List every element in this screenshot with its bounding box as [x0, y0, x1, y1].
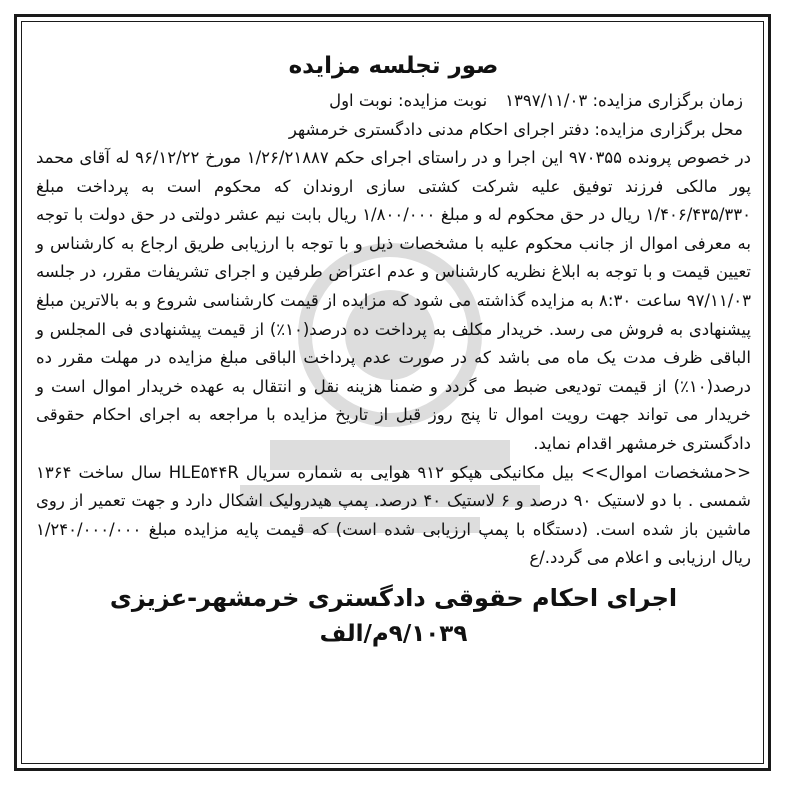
auction-time: زمان برگزاری مزایده: ۱۳۹۷/۱۱/۰۳	[505, 91, 743, 110]
auction-place: محل برگزاری مزایده: دفتر اجرای احکام مدنی دادگستری خرمشهر	[288, 120, 743, 139]
notice-paragraph-terms: در خصوص پرونده ۹۷۰۳۵۵ این اجرا و در راستای اجرای حکم ۱/۲۶/۲۱۸۸۷ مورخ ۹۶/۱۲/۲۲ له آقای محمد پور مالکی فرزند توفیق علیه شرکت کشتی سازی اروندان که محکوم است به پرداخت مبلغ ۱/۴۰۶/۴۳۵/۳۳۰ ریال در حق محکوم له و مبلغ ۱/۸۰۰/۰۰۰ ریال بابت نیم عشر دولتی در حق دولت با توجه به معرفی اموال از جانب محکوم علیه با مشخصات ذیل و با توجه با ارزیابی طریق ارجاع به کارشناس و تعیین قیمت و با توجه به ابلاغ نظریه کارشناس و عدم اعتراض طرفین و اجرای تشریفات مقرر، در جلسه ۹۷/۱۱/۰۳ ساعت ۸:۳۰ به مزایده گذاشته می شود که مزایده از قیمت کارشناسی شروع و به بالاترین مبلغ پیشنهادی به فروش می رسد. خریدار مکلف به پرداخت ده درصد(۱۰٪) از قیمت پیشنهادی فی المجلس و الباقی ظرف مدت یک ماه می باشد که در صورت عدم پرداخت الباقی مبلغ مزایده در مهلت مقرر ده درصد(۱۰٪) از قیمت تودیعی ضبط می گردد و ضمنا هزینه نقل و انتقال به عهده خریدار اموال است و خریدار می تواند جهت رویت اموال تا پنج روز قبل از تاریخ مزایده با مراجعه به اجرای احکام حقوقی دادگستری خرمشهر اقدام نماید.	[36, 148, 751, 453]
page-title: صور تجلسه مزایده	[288, 53, 499, 79]
auction-notice	[36, 50, 751, 651]
notice-paragraph-property: <<مشخصات اموال>> بیل مکانیکی هپکو ۹۱۲ هوایی به شماره سریال HLE۵۴۴R سال ساخت ۱۳۶۴ شمسی . با دو لاستیک ۹۰ درصد و ۶ لاستیک ۴۰ درصد. پمپ هیدرولیک اشکال دارد و جهت تعمیر از روی ماشین باز شده است. (دستگاه با پمپ ارزیابی شده است) که قیمت پایه مزایده مبلغ ۱/۲۴۰/۰۰۰/۰۰۰ ریال ارزیابی و اعلام می گردد./ع	[36, 462, 752, 568]
auction-schedule-line	[36, 86, 743, 115]
auction-round: نوبت مزایده: نوبت اول	[329, 91, 488, 110]
signature-line: اجرای احکام حقوقی دادگستری خرمشهر-عزیزی	[109, 583, 678, 612]
notice-body	[36, 144, 751, 573]
auction-meta	[36, 86, 751, 144]
reference-number: ۹/۱۰۳۹م/الف	[319, 620, 468, 647]
